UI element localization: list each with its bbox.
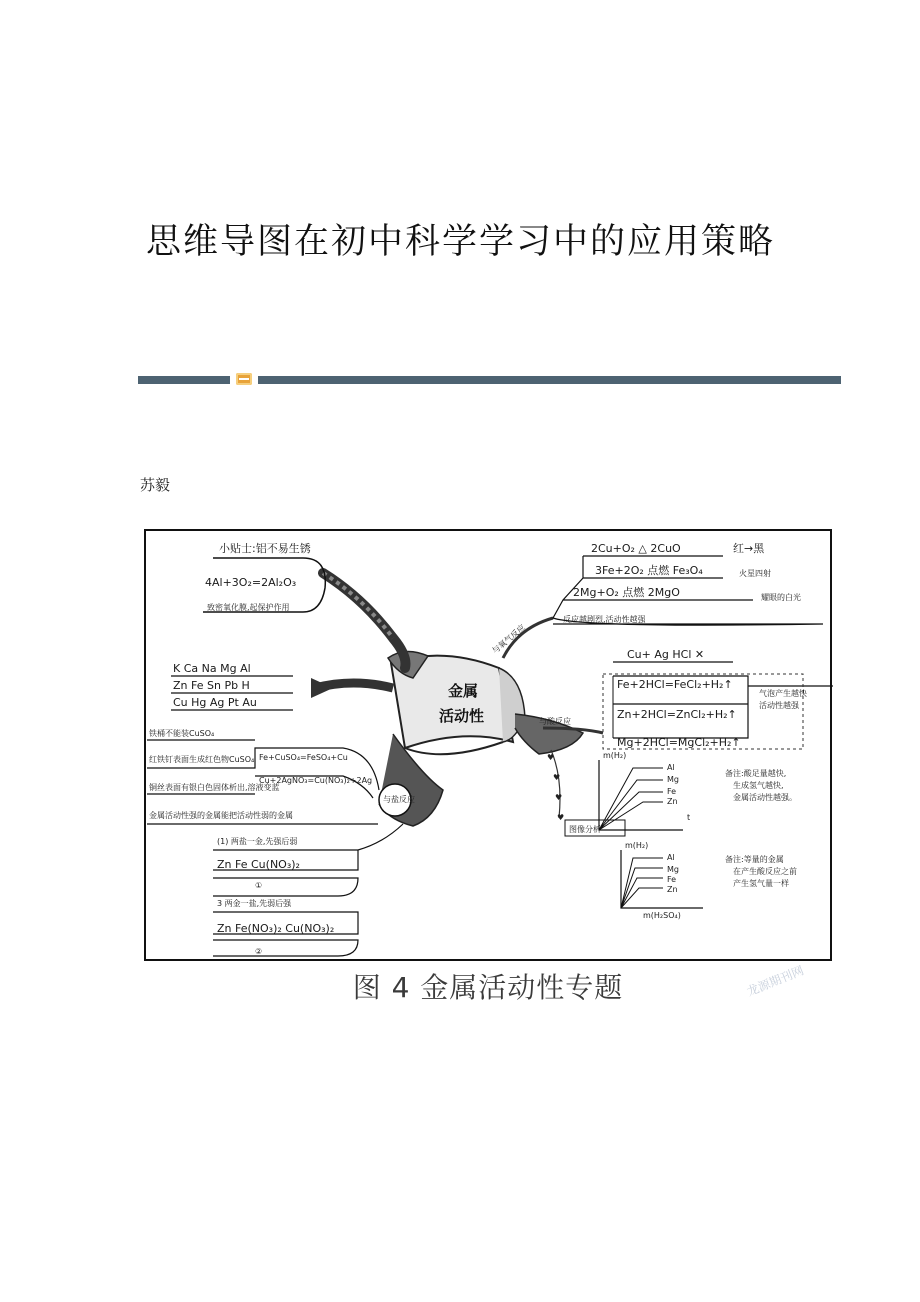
center-label-line2: 活动性 <box>439 707 485 725</box>
left-top-item-2: 4Al+3O₂=2Al₂O₃ <box>205 576 297 589</box>
graph2-note-2: 在产生酸反应之前 <box>733 867 797 876</box>
document-title: 思维导图在初中科学学习中的应用策略 <box>146 222 776 262</box>
graph2-series-2: Mg <box>667 865 679 874</box>
divider-right <box>258 376 841 384</box>
graph1-x-axis: t <box>687 813 691 822</box>
bottom-item-5: Zn Fe(NO₃)₂ Cu(NO₃)₂ <box>217 922 335 935</box>
oxygen-item-5: 2Mg+O₂ 点燃 2MgO <box>573 586 680 599</box>
svg-text:♥: ♥ <box>557 813 565 822</box>
graph1-note-3: 金属活动性越强。 <box>733 793 797 802</box>
oxygen-item-4: 火星四射 <box>739 569 771 578</box>
graph2-series-4: Zn <box>667 885 678 894</box>
graph-branch-label: 图像分析 <box>569 825 601 834</box>
acid-item-2: Fe+2HCl=FeCl₂+H₂↑ <box>617 678 733 691</box>
salt-item-2: 红铁钉表面生成红色物CuSO₄ <box>149 755 255 764</box>
salt-item-5: 铜丝表面有银白色固体析出,溶液变蓝 <box>149 783 280 792</box>
graph1-series-3: Fe <box>667 787 677 796</box>
bottom-item-1: (1) 两盐一金,先强后弱 <box>217 837 298 846</box>
salt-branch-label: 与盐反应 <box>383 795 415 804</box>
graph2-series-1: Al <box>667 853 675 862</box>
acid-item-4: Mg+2HCl=MgCl₂+H₂↑ <box>617 736 741 749</box>
salt-item-4: Cu+2AgNO₃=Cu(NO₃)₂+2Ag <box>259 776 373 785</box>
figure-caption: 图 4 金属活动性专题 <box>352 971 624 1004</box>
graph2-note-3: 产生氢气量一样 <box>733 879 789 888</box>
graph1-note-2: 生成氢气越快, <box>733 781 784 790</box>
graph1-series-1: Al <box>667 763 675 772</box>
mind-map-figure <box>143 528 833 1006</box>
acid-item-5: 气泡产生越快 <box>759 689 807 698</box>
author-name: 苏毅 <box>140 476 171 494</box>
acid-branch-label: 与酸反应 <box>539 717 571 726</box>
divider-marker-icon <box>236 373 252 385</box>
svg-text:♥: ♥ <box>547 753 555 762</box>
graph1-series-2: Mg <box>667 775 679 784</box>
salt-item-3: Fe+CuSO₄=FeSO₄+Cu <box>259 753 348 762</box>
oxygen-item-6: 耀眼的白光 <box>761 593 801 602</box>
graph1-series-4: Zn <box>667 797 678 806</box>
salt-item-6: 金属活动性强的金属能把活动性弱的金属 <box>149 811 293 820</box>
left-top-item-1: 小贴士:铝不易生锈 <box>219 542 311 555</box>
oxygen-item-7: 反应越剧烈,活动性越强 <box>563 615 646 624</box>
left-top-item-3: 致密氧化膜,起保护作用 <box>207 603 290 612</box>
center-label-line1: 金属 <box>448 682 479 700</box>
activity-series-line-3: Cu Hg Ag Pt Au <box>173 696 257 709</box>
oxygen-branch-label: 与氧气反应 <box>490 622 527 656</box>
activity-series-line-1: K Ca Na Mg Al <box>173 662 251 675</box>
graph1-y-axis: m(H₂) <box>603 751 627 760</box>
bottom-item-4: 3 两金一盐,先弱后强 <box>217 899 292 908</box>
acid-item-3: Zn+2HCl=ZnCl₂+H₂↑ <box>617 708 737 721</box>
salt-item-1: 铁桶不能装CuSO₄ <box>149 729 215 738</box>
graph1-note-1: 备注:酸足量越快, <box>725 769 787 778</box>
graph2-note-1: 备注:等量的金属 <box>725 855 784 864</box>
bottom-item-2: Zn Fe Cu(NO₃)₂ <box>217 858 300 871</box>
bottom-item-6: ② <box>255 947 263 956</box>
graph2-x-axis: m(H₂SO₄) <box>643 911 681 920</box>
oxygen-item-2: 红→黑 <box>733 542 765 555</box>
svg-text:♥: ♥ <box>555 793 563 802</box>
bottom-item-3: ① <box>255 881 263 890</box>
divider-left <box>138 376 230 384</box>
acid-item-6: 活动性越强 <box>759 701 799 710</box>
oxygen-item-3: 3Fe+2O₂ 点燃 Fe₃O₄ <box>595 564 703 577</box>
graph2-y-axis: m(H₂) <box>625 841 649 850</box>
watermark: 龙源期刊网 <box>744 963 806 999</box>
graph2-series-3: Fe <box>667 875 677 884</box>
svg-text:♥: ♥ <box>553 773 561 782</box>
activity-series-line-2: Zn Fe Sn Pb H <box>173 679 250 692</box>
acid-item-1: Cu+ Ag HCl ✕ <box>627 648 705 661</box>
oxygen-item-1: 2Cu+O₂ △ 2CuO <box>591 542 681 555</box>
